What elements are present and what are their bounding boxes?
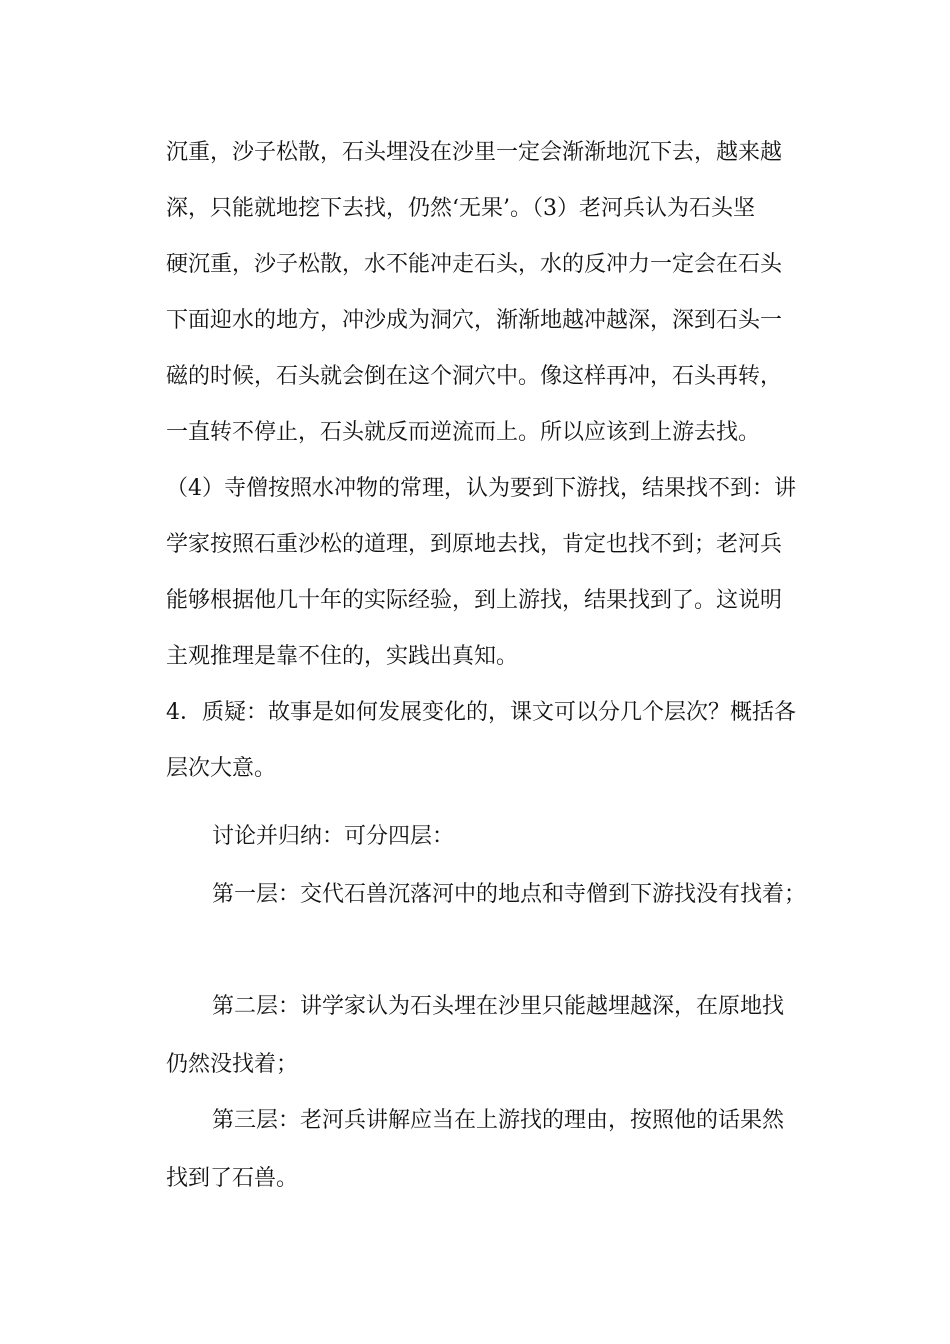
- text-line: 第三层：老河兵讲解应当在上游找的理由，按照他的话果然: [212, 1108, 785, 1133]
- text-line: 沉重，沙子松散，石头埋没在沙里一定会渐渐地沉下去，越来越: [166, 140, 783, 165]
- text-line: 仍然没找着；: [166, 1052, 299, 1077]
- text-line: 第二层：讲学家认为石头埋在沙里只能越埋越深，在原地找: [212, 994, 785, 1019]
- text-line: 4．质疑：故事是如何发展变化的，课文可以分几个层次？概括各: [166, 700, 796, 725]
- text-line: 找到了石兽。: [166, 1166, 299, 1191]
- text-line: 下面迎水的地方，冲沙成为洞穴，渐渐地越冲越深，深到石头一: [166, 308, 783, 333]
- text-line: 一直转不停止，石头就反而逆流而上。所以应该到上游去找。: [166, 420, 761, 445]
- text-line: 讨论并归纳：可分四层：: [212, 824, 455, 849]
- text-line: 学家按照石重沙松的道理，到原地去找，肯定也找不到；老河兵: [166, 532, 783, 557]
- text-line: 能够根据他几十年的实际经验，到上游找，结果找到了。这说明: [166, 588, 783, 613]
- text-line: 第一层：交代石兽沉落河中的地点和寺僧到下游找没有找着；: [212, 882, 807, 907]
- text-line: 磁的时候，石头就会倒在这个洞穴中。像这样再冲，石头再转，: [166, 364, 783, 389]
- text-line: 主观推理是靠不住的，实践出真知。: [166, 644, 519, 669]
- text-line: 深，只能就地挖下去找，仍然‘无果’。（3）老河兵认为石头坚: [166, 196, 755, 221]
- text-line: 硬沉重，沙子松散，水不能冲走石头，水的反冲力一定会在石头: [166, 252, 783, 277]
- text-line: （4）寺僧按照水冲物的常理，认为要到下游找，结果找不到：讲: [166, 476, 796, 501]
- text-line: 层次大意。: [166, 756, 277, 781]
